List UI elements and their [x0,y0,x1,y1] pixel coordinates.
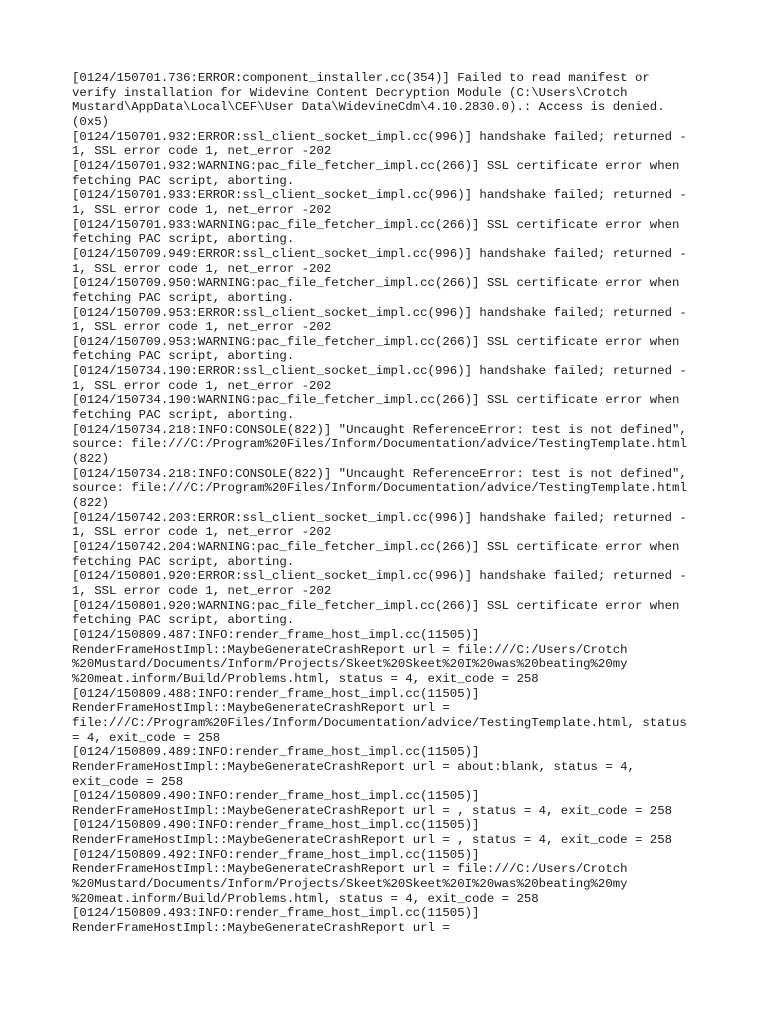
log-line: (822) [72,452,110,467]
log-line: [0124/150801.920:WARNING:pac_file_fetcher_impl.cc(266)] SSL certificate error when [72,598,680,613]
log-line: Mustard\AppData\Local\CEF\User Data\WidevineCdm\4.10.2830.0).: Access is denied. [72,100,665,115]
log-line: 1, SSL error code 1, net_error -202 [72,202,332,217]
log-line: RenderFrameHostImpl::MaybeGenerateCrashReport url = [72,921,450,936]
log-line: [0124/150701.932:WARNING:pac_file_fetcher_impl.cc(266)] SSL certificate error when [72,158,680,173]
log-line: fetching PAC script, aborting. [72,408,295,423]
log-line: [0124/150809.487:INFO:render_frame_host_impl.cc(11505)] [72,627,480,642]
log-line: RenderFrameHostImpl::MaybeGenerateCrashReport url = file:///C:/Users/Crotch [72,862,628,877]
log-line: file:///C:/Program%20Files/Inform/Documentation/advice/TestingTemplate.html, status [72,715,687,730]
log-line: %20meat.inform/Build/Problems.html, status = 4, exit_code = 258 [72,671,539,686]
log-line: [0124/150809.489:INFO:render_frame_host_impl.cc(11505)] [72,745,480,760]
log-line: [0124/150734.190:WARNING:pac_file_fetcher_impl.cc(266)] SSL certificate error when [72,393,680,408]
log-line: [0124/150734.218:INFO:CONSOLE(822)] "Uncaught ReferenceError: test is not defined", [72,466,687,481]
log-document [72,71,702,936]
log-line: fetching PAC script, aborting. [72,232,295,247]
log-line: %20meat.inform/Build/Problems.html, status = 4, exit_code = 258 [72,891,539,906]
log-line: [0124/150809.490:INFO:render_frame_host_impl.cc(11505)] [72,789,480,804]
log-line: (0x5) [72,114,110,129]
log-line: [0124/150742.203:ERROR:ssl_client_socket_impl.cc(996)] handshake failed; returned - [72,510,687,525]
log-line: = 4, exit_code = 258 [72,730,221,745]
log-line: 1, SSL error code 1, net_error -202 [72,378,332,393]
log-line: [0124/150801.920:ERROR:ssl_client_socket_impl.cc(996)] handshake failed; returned - [72,569,687,584]
log-line: [0124/150742.204:WARNING:pac_file_fetcher_impl.cc(266)] SSL certificate error when [72,540,680,554]
log-line: %20Mustard/Documents/Inform/Projects/Skeet%20Skeet%20I%20was%20beating%20my [72,657,628,672]
log-line: [0124/150701.933:WARNING:pac_file_fetcher_impl.cc(266)] SSL certificate error when [72,217,680,232]
log-line: 1, SSL error code 1, net_error -202 [72,320,332,335]
log-line: [0124/150734.218:INFO:CONSOLE(822)] "Uncaught ReferenceError: test is not defined", [72,422,687,437]
log-line: [0124/150809.493:INFO:render_frame_host_impl.cc(11505)] [72,906,480,921]
log-line: 1, SSL error code 1, net_error -202 [72,525,332,540]
log-line: [0124/150709.949:ERROR:ssl_client_socket_impl.cc(996)] handshake failed; returned - [72,246,687,261]
log-line: [0124/150701.933:ERROR:ssl_client_socket_impl.cc(996)] handshake failed; returned - [72,188,687,203]
log-line: [0124/150809.488:INFO:render_frame_host_impl.cc(11505)] [72,686,480,701]
log-line: fetching PAC script, aborting. [72,554,295,569]
log-line: (822) [72,496,110,511]
log-line: RenderFrameHostImpl::MaybeGenerateCrashReport url = about:blank, status = 4, [72,759,635,774]
log-line: RenderFrameHostImpl::MaybeGenerateCrashReport url = , status = 4, exit_code = 258 [72,803,673,818]
log-line: [0124/150809.490:INFO:render_frame_host_impl.cc(11505)] [72,818,480,833]
log-line: %20Mustard/Documents/Inform/Projects/Skeet%20Skeet%20I%20was%20beating%20my [72,877,628,892]
log-line: fetching PAC script, aborting. [72,290,295,305]
log-line: exit_code = 258 [72,774,184,789]
log-line: source: file:///C:/Program%20Files/Inform/Documentation/advice/TestingTemplate.html [72,481,687,496]
log-line: [0124/150709.953:ERROR:ssl_client_socket_impl.cc(996)] handshake failed; returned - [72,305,687,320]
log-line: fetching PAC script, aborting. [72,173,295,188]
log-line: 1, SSL error code 1, net_error -202 [72,261,332,276]
log-line: RenderFrameHostImpl::MaybeGenerateCrashReport url = , status = 4, exit_code = 258 [72,833,673,848]
log-line: RenderFrameHostImpl::MaybeGenerateCrashReport url = file:///C:/Users/Crotch [72,642,628,657]
log-line: fetching PAC script, aborting. [72,349,295,364]
log-line: [0124/150709.950:WARNING:pac_file_fetcher_impl.cc(266)] SSL certificate error when [72,276,680,291]
log-line: source: file:///C:/Program%20Files/Inform/Documentation/advice/TestingTemplate.html [72,437,687,452]
log-line: [0124/150809.492:INFO:render_frame_host_impl.cc(11505)] [72,847,480,862]
log-line: fetching PAC script, aborting. [72,613,295,628]
log-line: [0124/150734.190:ERROR:ssl_client_socket_impl.cc(996)] handshake failed; returned - [72,364,687,379]
log-line: 1, SSL error code 1, net_error -202 [72,583,332,598]
log-line: [0124/150709.953:WARNING:pac_file_fetcher_impl.cc(266)] SSL certificate error when [72,334,680,349]
log-line: [0124/150701.736:ERROR:component_installer.cc(354)] Failed to read manifest or [72,71,650,85]
log-line: 1, SSL error code 1, net_error -202 [72,144,332,159]
log-line: RenderFrameHostImpl::MaybeGenerateCrashReport url = [72,701,450,716]
log-line: verify installation for Widevine Content Decryption Module (C:\Users\Crotch [72,85,628,100]
log-line: [0124/150701.932:ERROR:ssl_client_socket_impl.cc(996)] handshake failed; returned - [72,129,687,144]
